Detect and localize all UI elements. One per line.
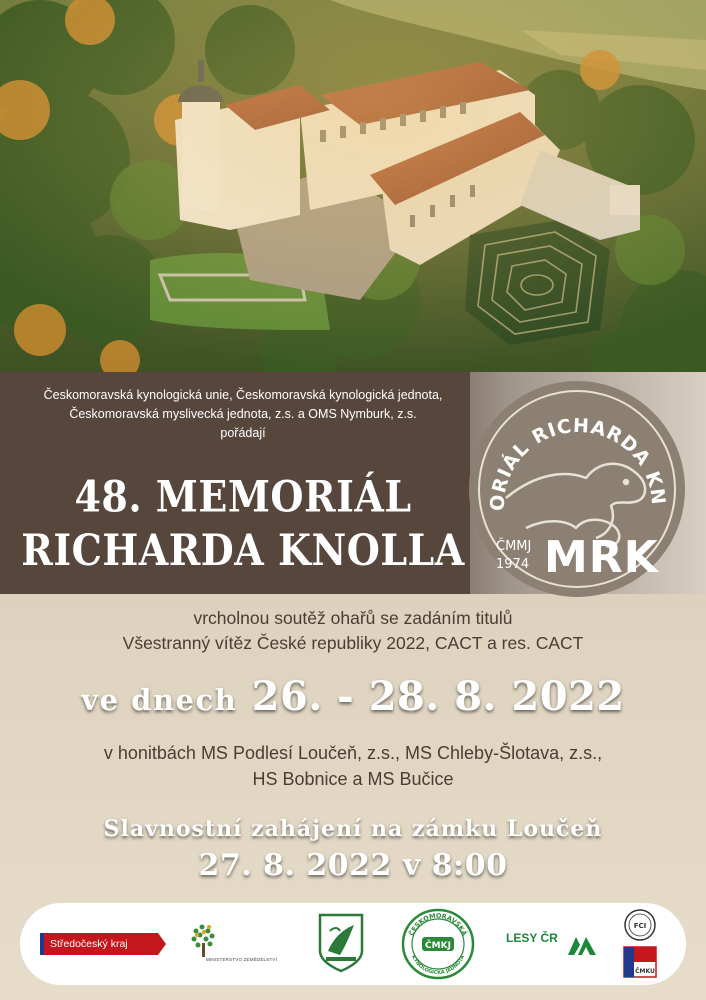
competition-description-line: Všestranný vítěz České republiky 2022, CACT a res. CACT [122, 633, 584, 653]
venue-line: HS Bobnice a MS Bučice [252, 769, 454, 789]
organizers-line: pořádají [220, 426, 266, 440]
organizers-text [0, 386, 486, 443]
opening-ceremony-datetime: 27. 8. 2022 v 8:00 [198, 848, 508, 883]
cmku-text: ČMKU [635, 968, 655, 975]
ministry-tree-icon [186, 921, 286, 971]
event-title [0, 470, 486, 578]
partner-logos-strip [20, 903, 686, 985]
chateau-aerial-photo [0, 0, 706, 372]
event-dates [0, 670, 706, 727]
mrk-logo-abbr: MRK [544, 532, 659, 583]
stredocesky-kraj-logo: Středočeský kraj [40, 933, 158, 955]
ministry-label: MINISTERSTVO ZEMĚDĚLSTVÍ [206, 957, 278, 962]
organizers-line: Českomoravská myslivecká jednota, z.s. a OMS Nymburk, z.s. [69, 407, 417, 421]
event-title-line: 48. MEMORIÁL [74, 471, 412, 522]
competition-description-line: vrcholnou soutěž ohařů se zadáním titulů [193, 608, 513, 628]
mrk-logo-org: ČMMJ [496, 539, 532, 554]
event-dates-range: 26. - 28. 8. 2022 [251, 673, 625, 720]
competition-description [0, 606, 706, 656]
opening-ceremony-title: Slavnostní zahájení na zámku Loučeň [103, 816, 603, 842]
cmkj-bottom-text: KYNOLOGICKÁ JEDNOTA [410, 954, 466, 977]
mrk-logo-arc-text: ORIÁL RICHARDA KN [486, 414, 670, 512]
cmkj-top-text: ČESKOMORAVSKÁ [407, 911, 469, 938]
cmkj-mark: ČMKJ [425, 941, 451, 951]
mrk-logo-year: 1974 [496, 557, 530, 572]
organizers-line: Českomoravská kynologická unie, Českomoravská kynologická jednota, [43, 388, 443, 402]
fci-cmku-logo [620, 907, 660, 981]
lesy-cr-arrows-icon [566, 931, 598, 957]
fci-text: FCI [633, 922, 647, 930]
opening-ceremony [0, 812, 706, 886]
hunting-association-crest-icon [316, 911, 366, 973]
event-dates-prefix: ve dnech [81, 683, 238, 717]
venue-text [0, 740, 706, 792]
cmkj-logo [400, 908, 476, 980]
lesy-cr-logo: LESY ČR [506, 931, 558, 945]
venue-line: v honitbách MS Podlesí Loučeň, z.s., MS Chleby-Šlotava, z.s., [103, 743, 603, 763]
event-title-line: RICHARDA KNOLLA [21, 524, 465, 576]
mrk-logo [466, 378, 688, 600]
